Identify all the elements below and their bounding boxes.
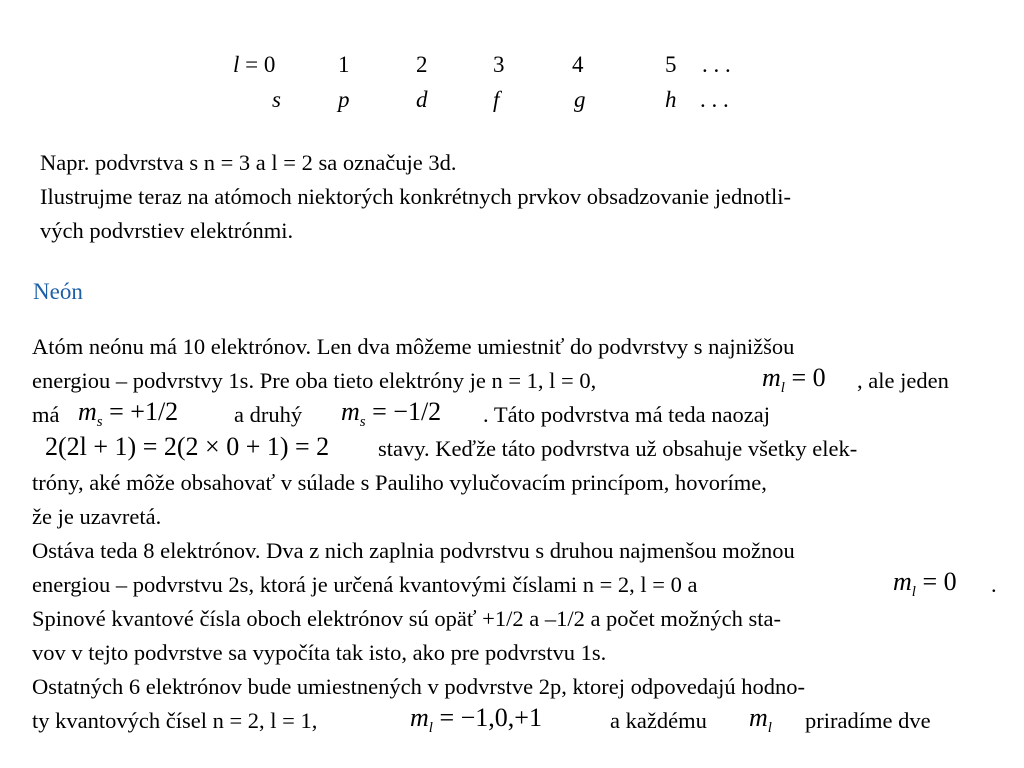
body-line-3a: má: [32, 402, 60, 427]
body-line-11: Ostatných 6 elektrónov bude umiestnených v podvrstve 2p, ktorej odpovedajú hodno-: [32, 674, 805, 699]
table-l-value-4: 4: [572, 52, 584, 77]
section-heading-neon: Neón: [33, 279, 83, 304]
body-line-7: Ostáva teda 8 elektrónov. Dva z nich zaplnia podvrstvu s druhou najmenšou možnou: [32, 538, 795, 563]
table-l-value-5: 5: [665, 52, 677, 77]
table-letter-d: d: [416, 87, 428, 112]
body-line-4b: stavy. Keďže táto podvrstva už obsahuje všetky elek-: [378, 436, 858, 461]
math-states-count: 2(2l + 1) = 2(2 × 0 + 1) = 2: [45, 432, 330, 461]
table-l-value-3: 3: [493, 52, 505, 77]
body-line-12c: priradíme dve: [805, 708, 931, 733]
intro-line-1: Napr. podvrstva s n = 3 a l = 2 sa označuje 3d.: [40, 150, 457, 175]
math-ml-zero-1: $m_l = 0$: [762, 363, 826, 396]
table-letter-h: h: [665, 87, 677, 112]
table-letter-s: s: [272, 87, 281, 112]
body-line-12b: a každému: [610, 708, 707, 733]
body-line-3b: a druhý: [234, 402, 303, 427]
body-line-5: tróny, aké môže obsahovať v súlade s Pauliho vylučovacím princípom, hovoríme,: [32, 470, 767, 495]
body-line-9: Spinové kvantové čísla oboch elektrónov sú opäť +1/2 a –1/2 a počet možných sta-: [32, 606, 781, 631]
math-ml-list: $m_l = -1,0,+1$: [410, 703, 542, 736]
table-letter-ellipsis: . . .: [700, 87, 729, 112]
body-line-8b: .: [991, 572, 997, 597]
body-line-10: vov v tejto podvrstve sa vypočíta tak isto, ako pre podvrstvu 1s.: [32, 640, 607, 665]
intro-line-2: Ilustrujme teraz na atómoch niektorých konkrétnych prvkov obsadzovanie jednotli-: [40, 184, 792, 209]
math-ms-minus-half: $m_s = -1/2$: [341, 397, 442, 430]
body-line-2a: energiou – podvrstvy 1s. Pre oba tieto elektróny je n = 1, l = 0,: [32, 368, 597, 393]
body-line-3c: . Táto podvrstva má teda naozaj: [483, 402, 770, 427]
body-line-12a: ty kvantových čísel n = 2, l = 1,: [32, 708, 318, 733]
table-l-value-1: 1: [338, 52, 350, 77]
table-letter-p: p: [338, 87, 350, 112]
math-ml-zero-2: $m_l = 0$: [893, 567, 957, 600]
table-l-value-2: 2: [416, 52, 428, 77]
body-line-8a: energiou – podvrstvu 2s, ktorá je určená kvantovými číslami n = 2, l = 0 a: [32, 572, 698, 597]
table-l-ellipsis: . . .: [702, 52, 731, 77]
intro-line-3: vých podvrstiev elektrónmi.: [40, 218, 294, 243]
body-line-1: Atóm neónu má 10 elektrónov. Len dva môžeme umiestniť do podvrstvy s najnižšou: [32, 334, 795, 359]
table-letter-g: g: [574, 87, 586, 112]
math-ml-symbol: $m_l$: [749, 703, 772, 736]
body-line-2b: , ale jeden: [857, 368, 949, 393]
table-l-value-0: l = 0: [233, 52, 276, 77]
table-letter-f: f: [493, 87, 500, 112]
math-ms-plus-half: $m_s = +1/2$: [78, 397, 179, 430]
body-line-6: že je uzavretá.: [32, 504, 162, 529]
